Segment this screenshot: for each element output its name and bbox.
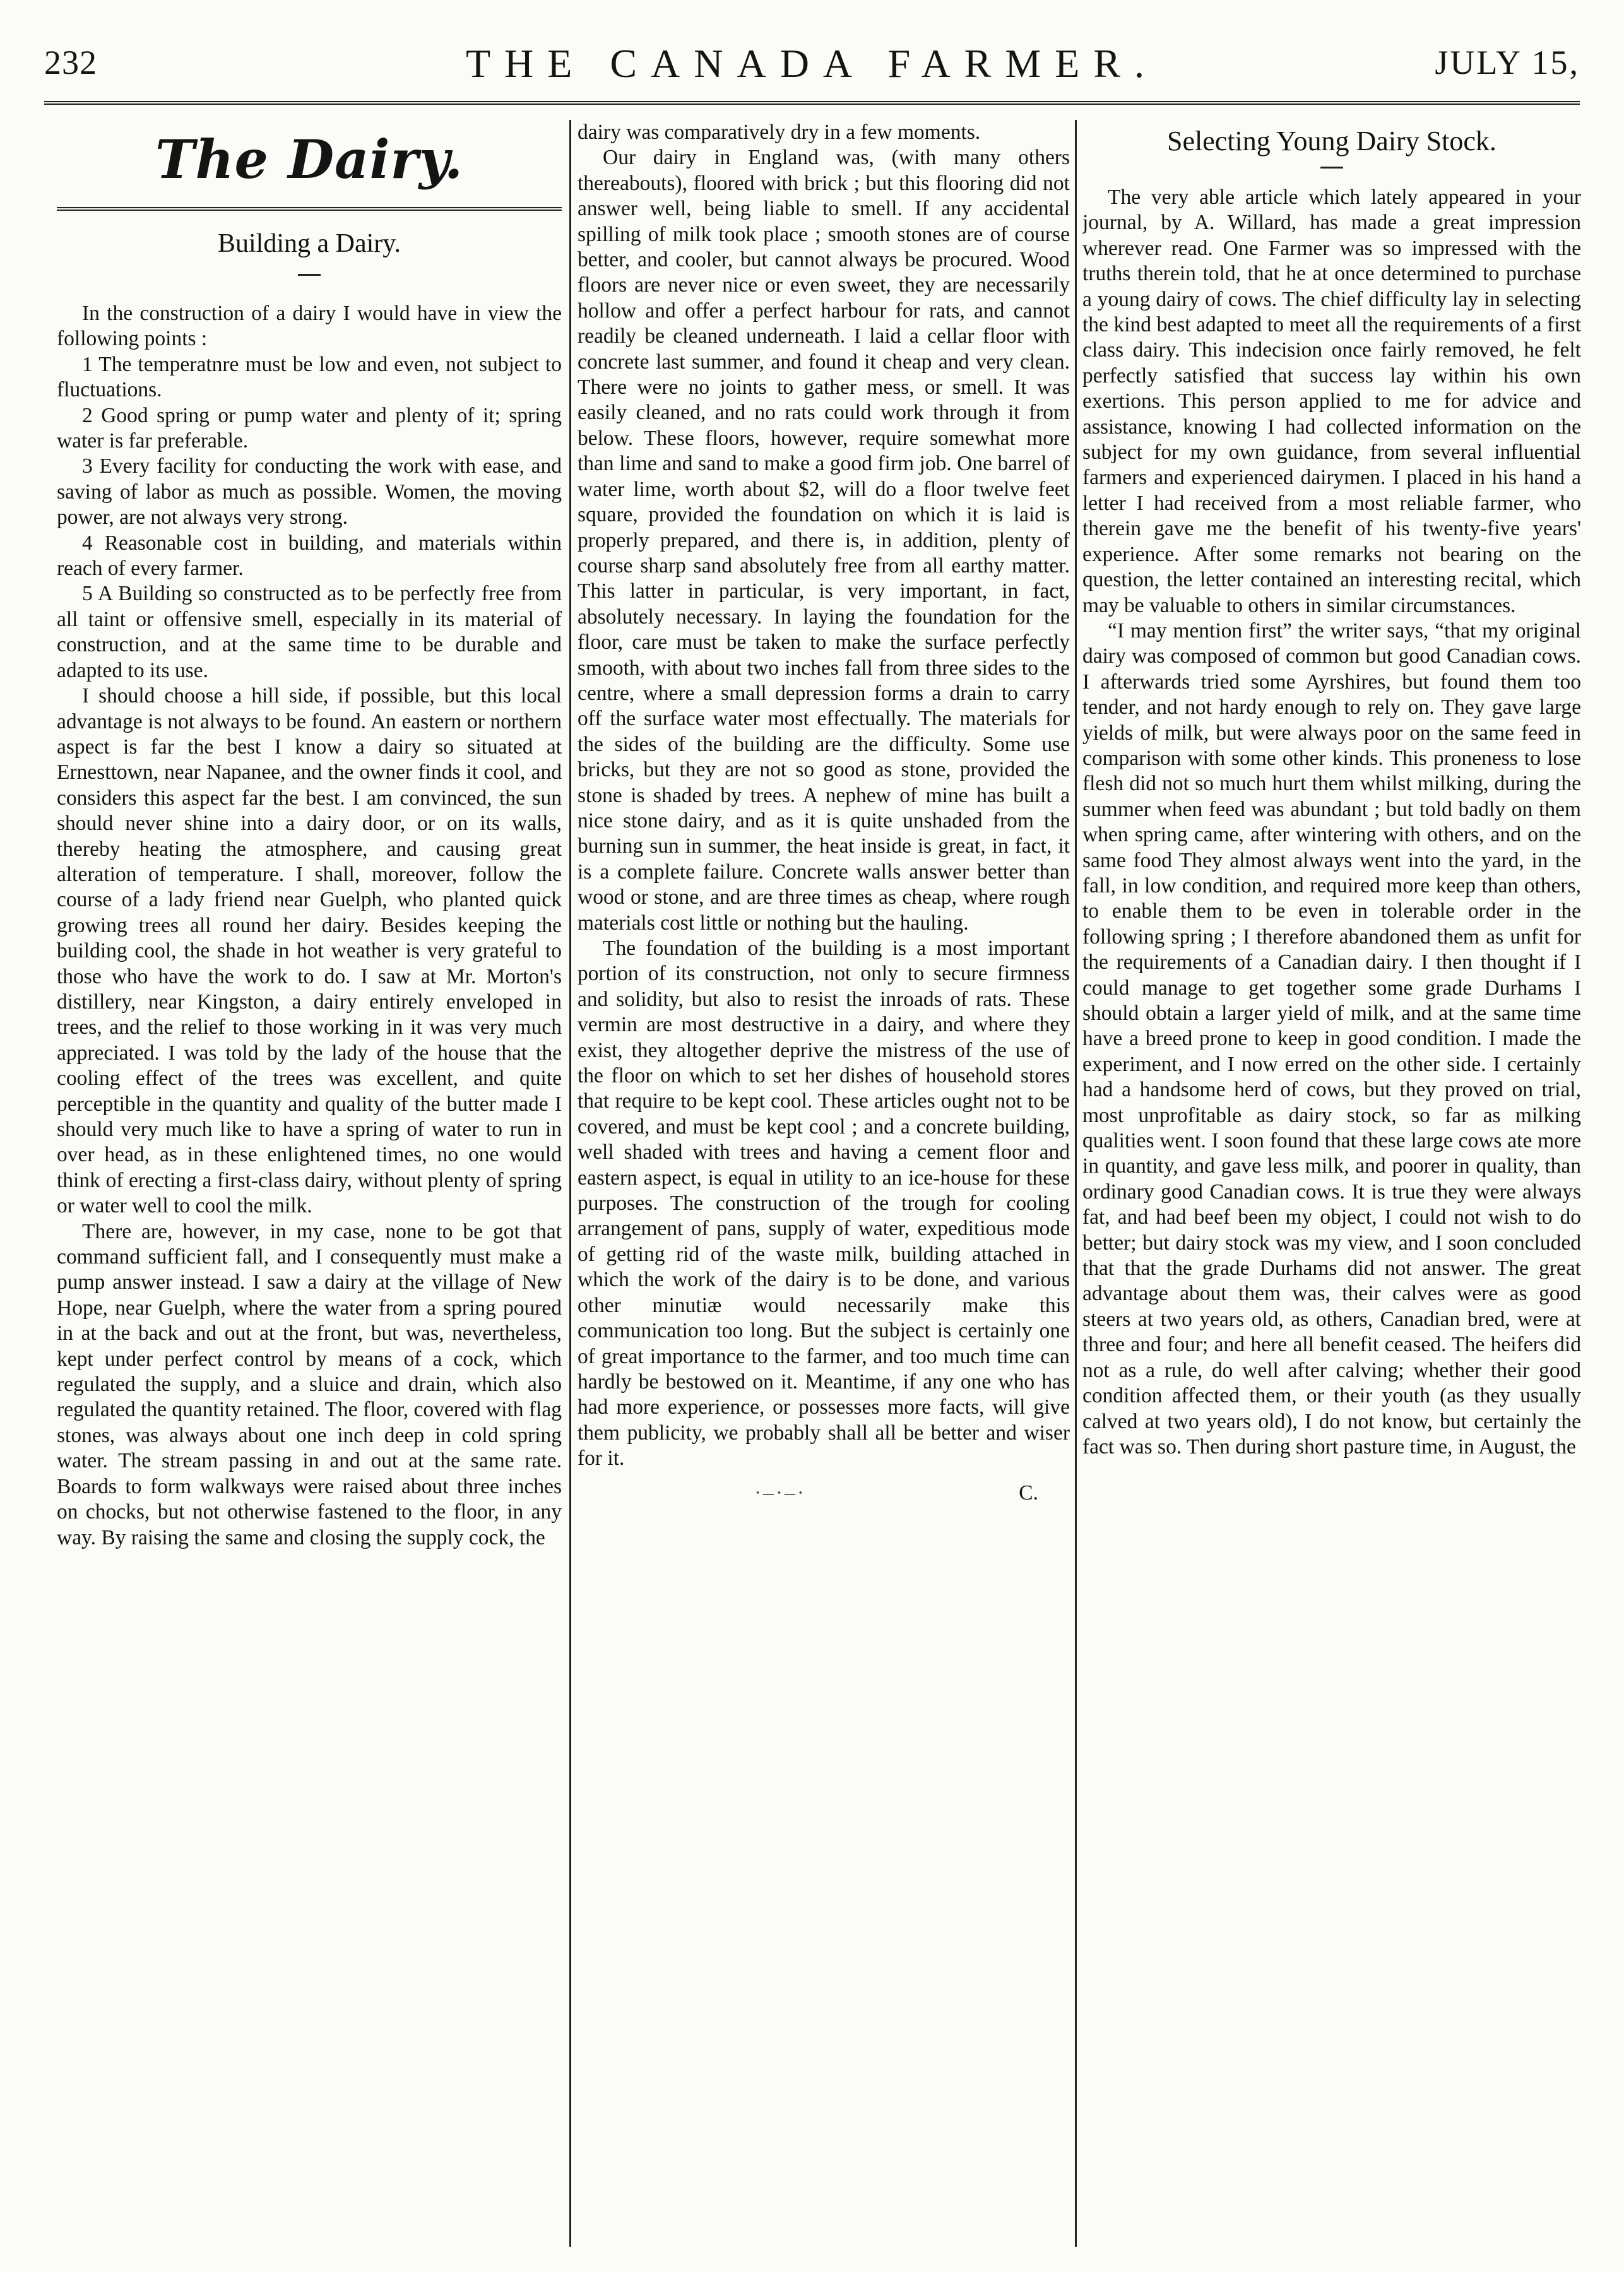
paragraph: 2 Good spring or pump water and plenty of it; spring water is far preferable. — [57, 403, 562, 453]
title-dash — [298, 274, 321, 276]
department-heading: The Dairy. — [155, 128, 464, 191]
paragraph: Our dairy in England was, (with many others thereabouts), floored with brick ; but this flooring did not answer well, being liable to smell. If any accidental spilling of milk took place ; smooth stones are of course better, and cooler, but cannot always be procured. Wood floors are never nice or even sweet, they are necessarily hollow and offer a perfect harbour for rats, and cannot readily be cleaned underneath. I laid a cellar floor with concrete last summer, and found it cheap and very clean. There were no joints to gather mess, or smell. It was easily cleaned, and no rats could work through it from below. These floors, however, require somewhat more than lime and sand to make a good firm job. One barrel of water lime, worth about $2, will do a floor twelve feet square, provided the foundation on which it is laid is properly prepared, and there is, in addition, plenty of course sharp sand absolutely free from all earthy matter. This latter in particular, is very important, in fact, absolutely necessary. In laying the foundation for the floor, care must be taken to make the surface perfectly smooth, with about two inches fall from three sides to the centre, where a small depression forms a drain to carry off the surface water most effectually. The materials for the sides of the building are the difficulty. Some use bricks, but they are not so good as stone, provided the stone is shaded by trees. A nephew of mine has built a nice stone dairy, and as it is quite unshaded from the burning sun in summer, the heat inside is great, in fact, it is a complete failure. Concrete walls answer better than wood or stone, and are three times as cheap, where rough materials cost little or nothing but the hauling. — [578, 146, 1070, 935]
paragraph: I should choose a hill side, if possible, but this local advantage is not always to be found. An eastern or northern aspect is far the best I know a dairy so situated at Ernesttown, near Napanee, and the owner finds it cool, and considers this aspect far the best. I am convinced, the sun should never shine into a dairy door, or on its walls, thereby heating the atmosphere, and causing great alteration of temperature. I shall, moreover, follow the course of a lady friend near Guelph, who planted quick growing trees all round her dairy. Besides keeping the building cool, the shade in hot weather is very grateful to those who have the work to do. I saw at Mr. Morton's distillery, near Kingston, a dairy entirely enveloped in trees, and the relief to those working in it was very much appreciated. I was told by the lady of the house that the cooling effect of the trees was excellent, and quite perceptible in the quantity and quality of the butter made I should very much like to have a spring of water to run in over head, as in these enlightened times, no one would think of erecting a first-class dairy, without plenty of spring or water well to cool the milk. — [57, 684, 562, 1218]
column-2 — [578, 120, 1070, 2244]
article-title-selecting-young-dairy-stock: Selecting Young Dairy Stock. — [1167, 126, 1497, 157]
paragraph: In the construction of a dairy I would have in view the following points : — [57, 302, 562, 351]
paragraph: “I may mention first” the writer says, “that my original dairy was composed of common but good Canadian cows. I afterwards tried some Ayrshires, but found them too tender, and not hardy enough to rely on. They gave large yields of milk, but were always poor on the same feed in comparison with some other kinds. This proneness to lose flesh did not so much hurt them whilst milking, during the summer when feed was abundant ; but told badly on them when spring came, after wintering with others, and on the same food They almost always went into the yard, in the fall, in low condition, and required more keep than others, to enable them to be even in tolerable order in the following spring ; I therefore abandoned them as unfit for the requirements of a Canadian dairy. I then thought if I could manage to get together some grade Durhams I should obtain a larger yield of milk, and at the same time have a breed prone to keep in good condition. I made the experiment, and I now erred on the other side. I certainly had a handsome herd of cows, but they proved on trial, most unprofitable as dairy stock, so far as milking qualities went. I soon found that these large cows ate more in quantity, and gave less milk, and poorer in quality, than ordinary good Canadian cows. It is true they were always fat, and had beef been my object, I could not wish to do better; but dairy stock was my view, and I soon concluded that that the grade Durhams did not answer. The great advantage about them was, their calves were as good steers at two years old, as others, Canadian bred, were at three and four; and here all benefit ceased. The heifers did not as a rule, do well after calving; whether their good condition affected them, or their youth (as they usually calved at two years old), I do not know, but certainly the fact was so. Then during short pasture time, in August, the — [1082, 618, 1581, 1458]
author-signature: C. — [1019, 1481, 1038, 1505]
column-3 — [1082, 120, 1581, 2244]
ornament-icon: ·‒·‒· — [754, 1481, 806, 1505]
paragraph: 4 Reasonable cost in building, and materials within reach of every farmer. — [57, 531, 562, 581]
paragraph: 3 Every facility for conducting the work with ease, and saving of labor as much as possible. Women, the moving power, are not always very strong. — [57, 454, 562, 530]
column-rule-right — [1075, 120, 1077, 2247]
column-1 — [57, 120, 562, 2244]
issue-date: JULY 15, — [1435, 44, 1580, 81]
title-dash — [1320, 167, 1343, 169]
article-title-building-a-dairy: Building a Dairy. — [217, 229, 401, 258]
page-number: 232 — [44, 44, 97, 81]
paragraph: The foundation of the building is a most important portion of its construction, not only to secure firmness and solidity, but also to resist the inroads of rats. These vermin are most destructive in a dairy, and where they exist, they altogether deprive the mistress of the use of the floor on which to set her dishes of household stores that require to be kept cool. These articles ought not to be covered, and must be kept cool ; and a concrete building, well shaded with trees and having a cement floor and eastern aspect, is equal in utility to an ice-house for these purposes. The construction of the trough for cooling arrangement of pans, supply of water, expeditious mode of getting rid of the waste milk, building attached in which the work of the dairy is to be done, and various other minutiæ would necessarily make this communication too long. But the subject is certainly one of great importance to the farmer, and too much time can hardly be bestowed on it. Meantime, if any one who has had more experience, or possesses more facts, will give them publicity, we probably shall all be better and wiser for it. — [578, 937, 1070, 1470]
column-rule-left — [569, 120, 571, 2247]
department-rule — [57, 207, 562, 211]
header-rule — [44, 101, 1580, 105]
paragraph: 5 A Building so constructed as to be perfectly free from all taint or offensive smell, especially in its material of construction, and at the same time to be durable and adapted to its use. — [57, 582, 562, 682]
paragraph: The very able article which lately appeared in your journal, by A. Willard, has made a great impression wherever read. One Farmer was so impressed with the truths therein told, that he at once determined to purchase a young dairy of cows. The chief difficulty lay in selecting the kind best adapted to meet all the requirements of a first class dairy. This indecision once fairly removed, he felt perfectly satisfied that success lay within his own exertions. This person applied to me for advice and assistance, knowing I had collected information on the subject for my own guidance, from several influential farmers and experienced dairymen. I placed in his hand a letter I had received from a most reliable farmer, who therein gave me the benefit of his twenty-five years' experience. After some remarks not bearing on the question, the letter contained an interesting recital, which may be valuable to others in similar circumstances. — [1082, 186, 1581, 617]
paragraph: dairy was comparatively dry in a few moments. — [578, 121, 981, 144]
paragraph: There are, however, in my case, none to be got that command sufficient fall, and I consequently must make a pump answer instead. I saw a dairy at the village of New Hope, near Guelph, where the water from a spring poured in at the back and out at the front, but was, nevertheless, kept under perfect control by means of a cock, which regulated the supply, and a sluice and drain, which also regulated the quantity retained. The floor, covered with flag stones, was always about one inch deep in cold spring water. The stream passing in and out at the same rate. Boards to form walkways were raised about three inches on chocks, but not otherwise fastened to the floor, in any way. By raising the same and closing the supply cock, the — [57, 1219, 562, 1549]
signature-line — [578, 1472, 1070, 1507]
running-head — [44, 38, 1580, 95]
paragraph: 1 The temperatnre must be low and even, not subject to fluctuations. — [57, 352, 562, 402]
publication-title: THE CANADA FARMER. — [465, 41, 1159, 86]
